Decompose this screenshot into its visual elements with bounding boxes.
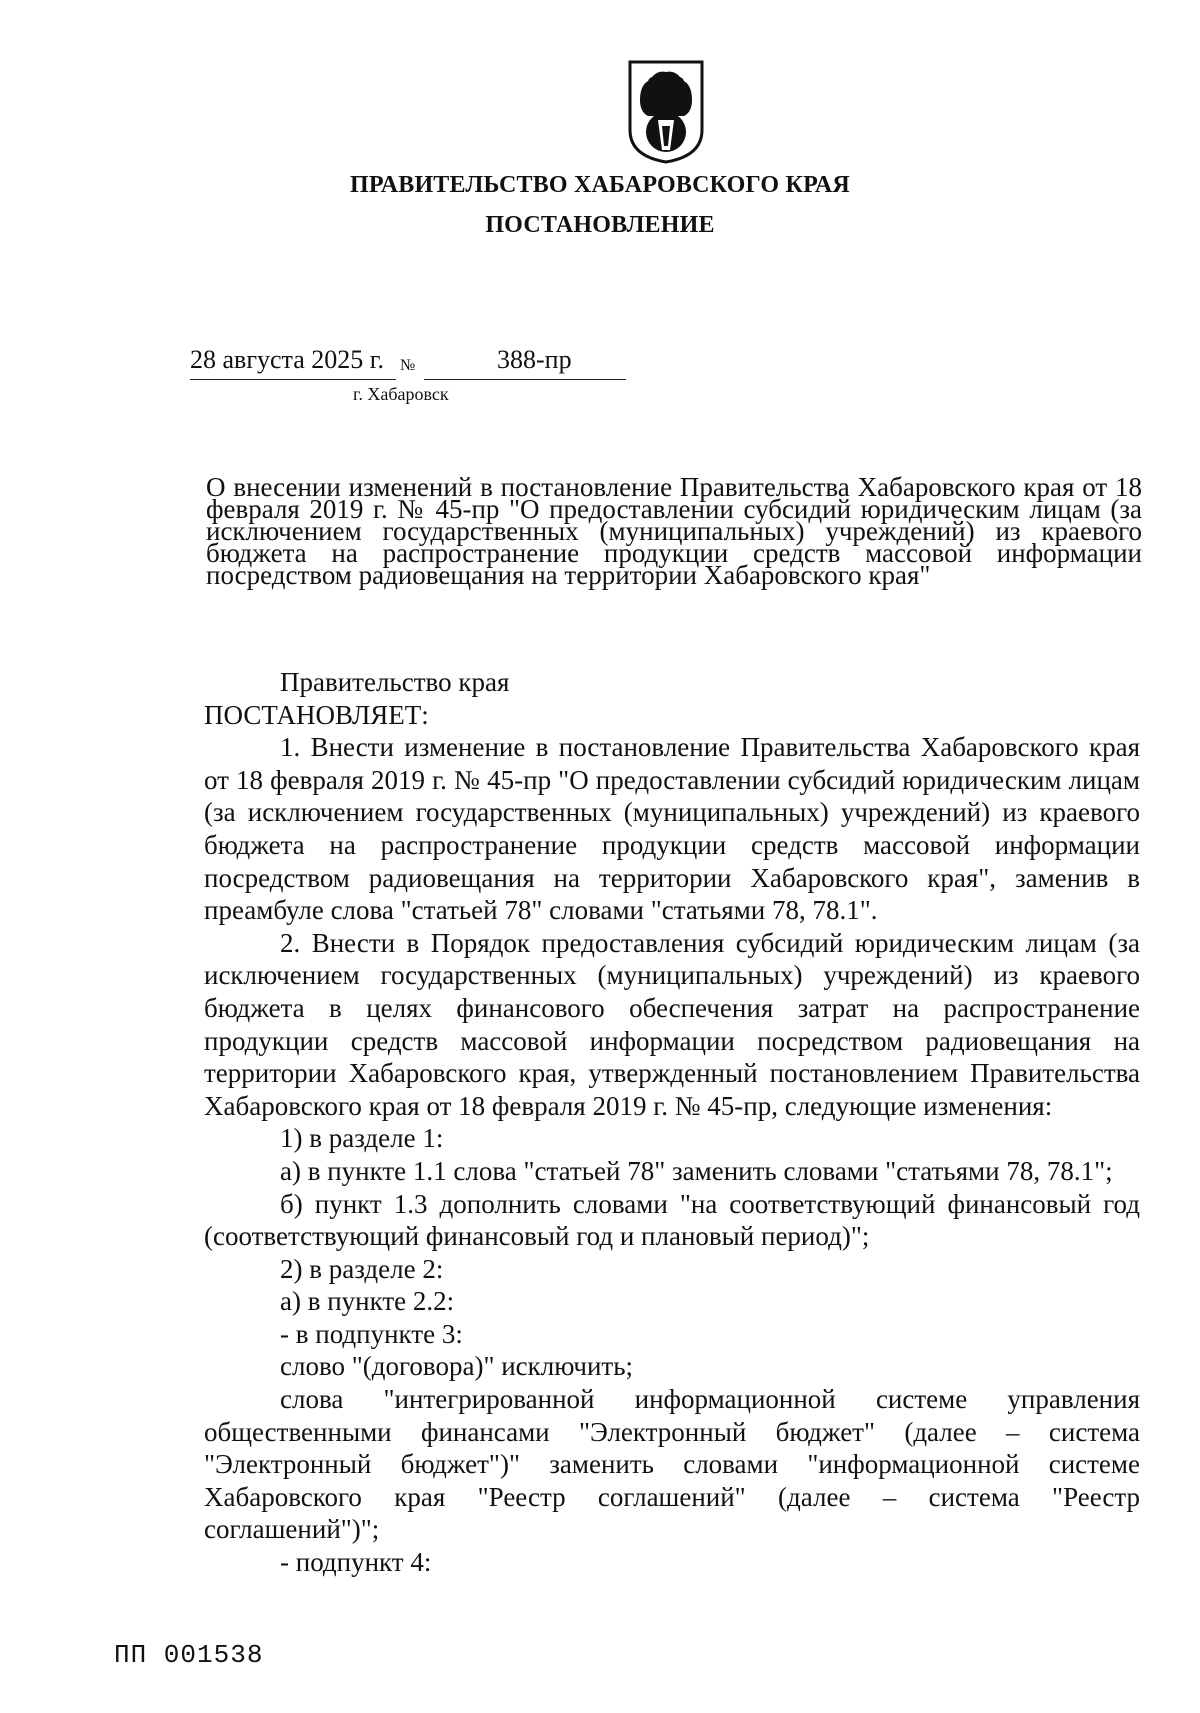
document-number: 388-пр [497,345,572,374]
body-paragraph: слово "(договора)" исключить; [280,1351,634,1382]
body-paragraph: а) в пункте 2.2: [280,1286,455,1317]
body-paragraph: - подпункт 4: [280,1547,432,1578]
footer-code: ПП 001538 [114,1640,264,1670]
document-type-title: ПОСТАНОВЛЕНИЕ [485,212,715,238]
document-body [204,666,1140,1579]
body-paragraph: - в подпункте 3: [280,1318,463,1349]
body-paragraph: 2. Внести в Порядок предоставления субсидий юридическим лицам (за исключением государственных (муниципальных) учреждений) из краевого бюджета в целях финансового обеспечения затрат на распространение продукции средств массовой информации посредством радиовещания на территории Хабаровского края, утвержденный постановлением Правительства Хабаровского края от 18 февраля 2019 г. № 45-пр, следующие изменения: [204,927,1140,1121]
body-intro: Правительство края [280,667,510,697]
body-paragraph: слова "интегрированной информационной системе управления общественными финансами "Электронный бюджет" (далее – система "Электронный бюджет")" заменить словами "информационной системе Хабаровского края "Реестр соглашений" (далее – система "Реестр соглашений")"; [204,1384,1140,1545]
body-paragraph: а) в пункте 1.1 слова "статьей 78" заменить словами "статьями 78, 78.1"; [280,1155,1113,1186]
coat-of-arms-emblem [626,60,706,164]
document-city: г. Хабаровск [353,384,449,404]
body-paragraph: 1. Внести изменение в постановление Правительства Хабаровского края от 18 февраля 2019 г. № 45-пр "О предоставлении субсидий юридическим лицам (за исключением государственных (муниципальных) учреждений) из краевого бюджета на распространение продукции средств массовой информации посредством радиовещания на территории Хабаровского края", заменив в преамбуле слова "статьей 78" словами "статьями 78, 78.1". [204,732,1140,926]
body-paragraph: б) пункт 1.3 дополнить словами "на соответствующий финансовый год (соответствующий финансовый год и плановый период)"; [204,1188,1140,1252]
number-underline [424,379,626,380]
date-underline [190,379,396,380]
body-paragraph: 2) в разделе 2: [280,1253,444,1284]
body-paragraph: 1) в разделе 1: [280,1123,444,1154]
body-resolves: ПОСТАНОВЛЯЕТ: [204,699,429,730]
document-subject: О внесении изменений в постановление Правительства Хабаровского края от 18 февраля 2019 г. № 45-пр "О предоставлении субсидий юридическим лицам (за исключением государственных (муниципальных) учреждений) из краевого бюджета на распространение продукции средств массовой информации посредством радиовещания на территории Хабаровского края" [206,472,1142,590]
government-title: ПРАВИТЕЛЬСТВО ХАБАРОВСКОГО КРАЯ [350,172,850,198]
number-sign: № [400,357,416,374]
document-date: 28 августа 2025 г. [190,345,384,374]
